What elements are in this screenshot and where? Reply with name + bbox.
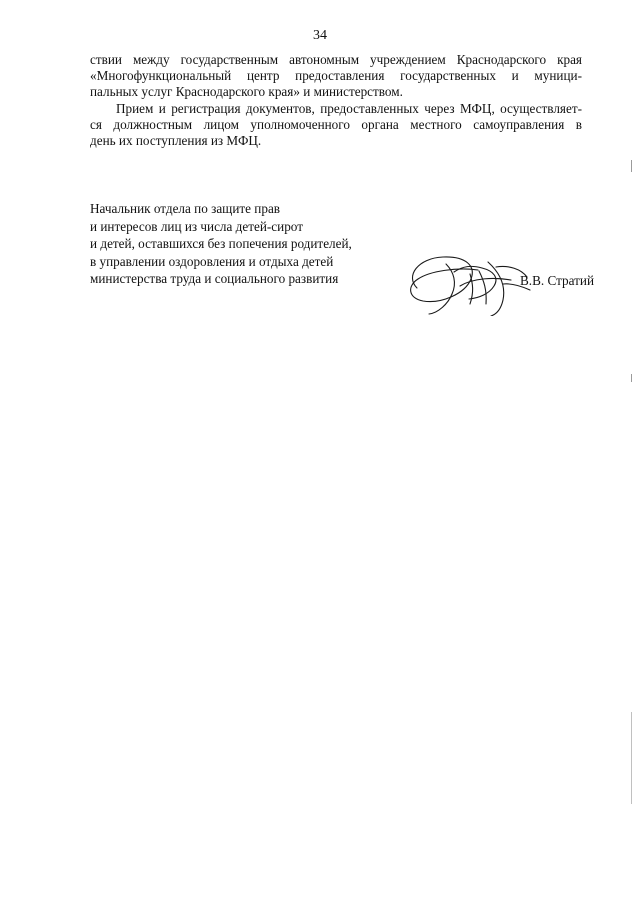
paragraph-line: Прием и регистрация документов, предоставленных через МФЦ, осуществляет-	[116, 100, 582, 116]
signatory-position	[90, 200, 410, 288]
paragraph-line: ствии между государственным автономным учреждением Краснодарского края	[90, 52, 582, 67]
scan-edge-mark	[631, 160, 632, 172]
document-body	[90, 52, 582, 149]
signatory-position-line: Начальник отдела по защите прав	[90, 201, 281, 216]
paragraph-line: пальных услуг Краснодарского края» и министерством.	[90, 84, 403, 100]
signatory-position-line: в управлении оздоровления и отдыха детей	[90, 253, 334, 269]
signatory-name: В.В. Стратий	[520, 273, 595, 288]
scan-edge-mark	[631, 374, 632, 382]
signatory-position-line: и детей, оставшихся без попечения родителей,	[90, 236, 352, 252]
page-number: 34	[313, 28, 327, 43]
signatory-position-line: и интересов лиц из числа детей-сирот	[90, 218, 303, 234]
paragraph-line: день их поступления из МФЦ.	[90, 133, 262, 149]
paragraph-line: «Многофункциональный центр предоставления государственных и муници-	[90, 68, 582, 84]
paragraph-line: ся должностным лицом уполномоченного органа местного самоуправления в	[90, 116, 582, 132]
scan-edge-mark	[631, 712, 632, 804]
handwritten-signature	[400, 248, 532, 316]
signatory-position-line: министерства труда и социального развития	[90, 271, 339, 287]
